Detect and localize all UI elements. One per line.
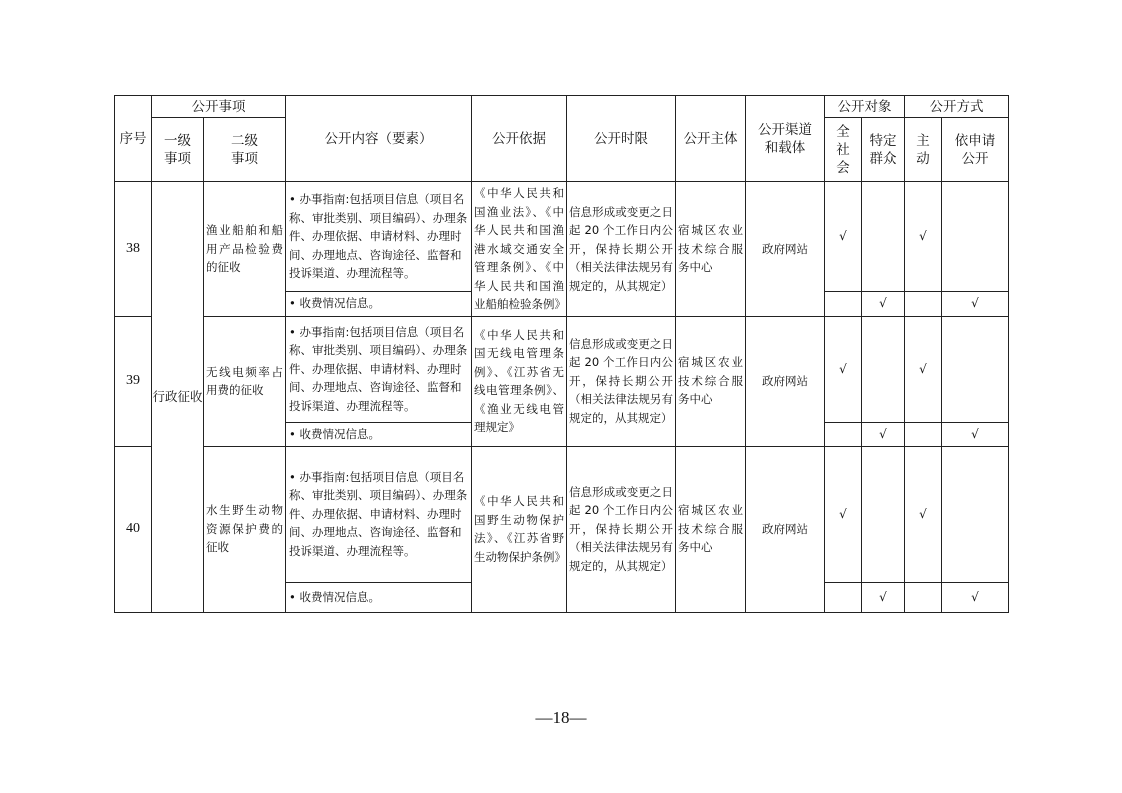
header-level1: 一级事项	[152, 118, 204, 182]
row-seq: 40	[115, 446, 152, 612]
check-whole-society: √	[825, 316, 862, 422]
check-whole-society: √	[825, 446, 862, 582]
disclosure-table-sheet	[114, 95, 1008, 613]
row-content-fee: • 收费情况信息。	[286, 291, 472, 316]
page-number: —18—	[535, 708, 587, 727]
check-whole-society-empty	[825, 422, 862, 446]
row-content-main: • 办事指南:包括项目信息（项目名称、审批类别、项目编码）、办理条件、办理依据、申请材料、办理时间、办理地点、咨询途径、监督和投诉渠道、办理流程等。	[286, 446, 472, 582]
header-item-group: 公开事项	[152, 96, 286, 118]
row-level2: 水生野生动物资源保护费的征收	[204, 446, 286, 612]
row-subject: 宿城区农业技术综合服务中心	[676, 446, 746, 612]
header-active: 主动	[905, 118, 942, 182]
row-content-main: • 办事指南:包括项目信息（项目名称、审批类别、项目编码）、办理条件、办理依据、申请材料、办理时间、办理地点、咨询途径、监督和投诉渠道、办理流程等。	[286, 182, 472, 292]
header-timeframe: 公开时限	[567, 96, 676, 182]
check-specific-empty	[862, 446, 905, 582]
row-channel: 政府网站	[746, 182, 825, 317]
header-basis: 公开依据	[472, 96, 567, 182]
check-active: √	[905, 316, 942, 422]
row-timeframe: 信息形成或变更之日起 20 个工作日内公开，保持长期公开（相关法律法规另有规定的，从其规定）	[567, 182, 676, 317]
row-subject: 宿城区农业技术综合服务中心	[676, 316, 746, 446]
check-active: √	[905, 446, 942, 582]
check-on-request-empty	[942, 446, 1009, 582]
row-timeframe: 信息形成或变更之日起 20 个工作日内公开，保持长期公开（相关法律法规另有规定的，从其规定）	[567, 446, 676, 612]
check-specific-empty	[862, 182, 905, 292]
row-basis: 《中华人民共和国野生动物保护法》、《江苏省野生动物保护条例》	[472, 446, 567, 612]
header-content: 公开内容（要素）	[286, 96, 472, 182]
header-seq: 序号	[115, 96, 152, 182]
check-active-empty	[905, 291, 942, 316]
row-level2: 渔业船舶和船用产品检验费的征收	[204, 182, 286, 317]
row-content-fee: • 收费情况信息。	[286, 422, 472, 446]
check-whole-society-empty	[825, 291, 862, 316]
check-on-request: √	[942, 422, 1009, 446]
header-row-1	[115, 96, 1009, 118]
header-subject: 公开主体	[676, 96, 746, 182]
header-on-request: 依申请公开	[942, 118, 1009, 182]
table-row	[115, 316, 1009, 422]
row-seq: 39	[115, 316, 152, 446]
check-active: √	[905, 182, 942, 292]
check-specific: √	[862, 291, 905, 316]
header-whole-society: 全社会	[825, 118, 862, 182]
row-basis: 《中华人民共和国渔业法》、《中华人民共和国渔港水域交通安全管理条例》、《中华人民共和国渔业船舶检验条例》	[472, 182, 567, 317]
check-on-request-empty	[942, 316, 1009, 422]
check-on-request-empty	[942, 182, 1009, 292]
table-row	[115, 446, 1009, 582]
header-specific: 特定群众	[862, 118, 905, 182]
header-level2: 二级事项	[204, 118, 286, 182]
header-audience-group: 公开对象	[825, 96, 905, 118]
check-on-request: √	[942, 582, 1009, 612]
header-channel: 公开渠道和载体	[746, 96, 825, 182]
row-basis: 《中华人民共和国无线电管理条例》、《江苏省无线电管理条例》、《渔业无线电管理规定》	[472, 316, 567, 446]
row-subject: 宿城区农业技术综合服务中心	[676, 182, 746, 317]
check-specific-empty	[862, 316, 905, 422]
row-content-main: • 办事指南:包括项目信息（项目名称、审批类别、项目编码）、办理条件、办理依据、申请材料、办理时间、办理地点、咨询途径、监督和投诉渠道、办理流程等。	[286, 316, 472, 422]
row-seq: 38	[115, 182, 152, 317]
row-timeframe: 信息形成或变更之日起 20 个工作日内公开，保持长期公开（相关法律法规另有规定的，从其规定）	[567, 316, 676, 446]
row-content-fee: • 收费情况信息。	[286, 582, 472, 612]
header-method-group: 公开方式	[905, 96, 1009, 118]
check-whole-society: √	[825, 182, 862, 292]
row-channel: 政府网站	[746, 446, 825, 612]
check-specific: √	[862, 582, 905, 612]
row-level2: 无线电频率占用费的征收	[204, 316, 286, 446]
disclosure-table	[114, 95, 1009, 613]
check-active-empty	[905, 582, 942, 612]
check-whole-society-empty	[825, 582, 862, 612]
table-row	[115, 182, 1009, 292]
check-specific: √	[862, 422, 905, 446]
category-cell: 行政征收	[152, 182, 204, 613]
check-on-request: √	[942, 291, 1009, 316]
row-channel: 政府网站	[746, 316, 825, 446]
check-active-empty	[905, 422, 942, 446]
